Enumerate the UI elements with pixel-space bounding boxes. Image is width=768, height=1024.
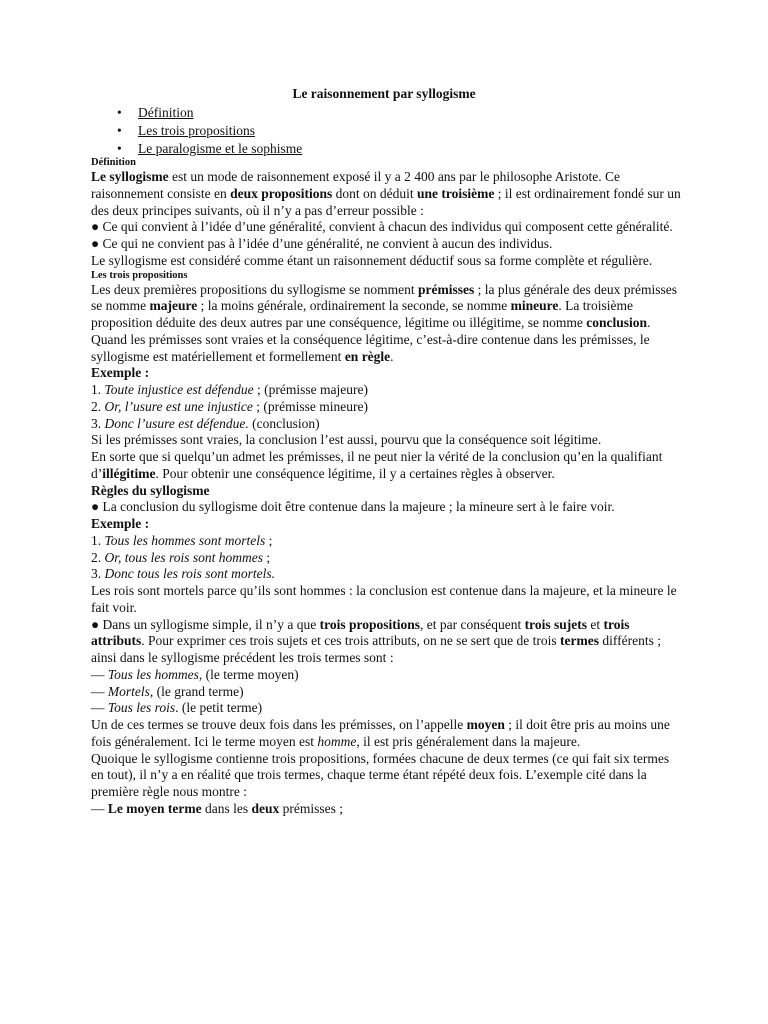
text: ; il est ordinairement fondé sur un des deux principes suivants, où il n’y a pas d’erreur possible :	[91, 185, 681, 218]
section-heading-regles: Règles du syllogisme	[91, 482, 210, 498]
italic-text: Or, tous les rois sont hommes	[104, 549, 264, 565]
bold-term: deux	[251, 800, 280, 816]
paragraph-regle-1: ● La conclusion du syllogisme doit être contenue dans la majeure ; la mineure sert à le faire voir.	[91, 499, 615, 515]
example-heading-2: Exemple :	[91, 516, 150, 531]
text: ● Dans un syllogisme simple, il n’y a que	[91, 616, 320, 632]
paragraph-premisses	[91, 282, 683, 332]
section-heading-definition: Définition	[91, 157, 136, 168]
bold-term: moyen	[466, 717, 505, 732]
bold-term: majeure	[149, 298, 198, 314]
text: ; la moins générale, ordinairement la seconde, se nomme	[197, 298, 511, 314]
bold-term: trois propositions	[319, 616, 421, 632]
paragraph-illegitime	[91, 449, 683, 483]
paragraph-terme-moyen	[91, 717, 683, 751]
toc-link-propositions[interactable]: Les trois propositions	[138, 123, 255, 138]
example-2-line-2	[91, 550, 683, 567]
bold-term: une troisième	[417, 185, 495, 201]
text: 2.	[91, 549, 105, 565]
example-1-line-3	[91, 416, 683, 433]
document-body	[91, 157, 683, 818]
italic-text: Or, l’usure est une injustice	[104, 398, 253, 414]
text: En sorte que si quelqu’un admet les prémisses, il ne peut nier la vérité de la conclusion qu’en la qualifiant d’	[91, 449, 663, 481]
text: , et par conséquent	[420, 616, 525, 632]
example-2-line-1	[91, 533, 683, 550]
text: . Pour exprimer ces trois sujets et ces trois attributs, on ne se sert que de trois	[141, 633, 561, 649]
bullet-icon: •	[117, 105, 122, 120]
text: .	[390, 348, 394, 364]
bold-term: Le moyen terme	[107, 800, 202, 816]
text: dans les	[201, 800, 252, 816]
paragraph-premisses-vraies: Si les prémisses sont vraies, la conclusion l’est aussi, pourvu que la conséquence soit légitime.	[91, 432, 602, 448]
text: 3.	[91, 566, 105, 582]
text: Les deux premières propositions du syllogisme se nomment	[91, 281, 418, 297]
italic-text: Mortels	[107, 683, 150, 699]
bold-term: trois attributs	[91, 616, 630, 649]
example-2-line-3	[91, 566, 683, 583]
text: —	[91, 800, 108, 816]
example-heading-1: Exemple :	[91, 365, 150, 381]
text: ;	[265, 532, 273, 548]
text: ; il doit être pris au moins une fois généralement. Ici le terme moyen est	[91, 717, 670, 749]
text: , il est pris généralement dans la majeure.	[356, 733, 581, 749]
italic-text: Tous les rois	[107, 700, 176, 716]
text: —	[91, 666, 108, 682]
text: 3.	[91, 415, 105, 431]
text: ; (prémisse mineure)	[252, 398, 368, 414]
text: Un de ces termes se trouve deux fois dans les prémisses, on l’appelle	[91, 717, 467, 732]
bold-term: prémisses	[417, 281, 475, 297]
paragraph-en-regle	[91, 332, 683, 366]
toc-link-paralogisme[interactable]: Le paralogisme et le sophisme	[138, 141, 303, 156]
text: 2.	[91, 398, 105, 414]
term-line-grand	[91, 684, 683, 701]
text: prémisses ;	[279, 800, 343, 816]
paragraph-principle-1: ● Ce qui convient à l’idée d’une généralité, convient à chacun des individus qui composent cette généralité.	[91, 219, 673, 235]
example-1-line-2	[91, 399, 683, 416]
text: . (le petit terme)	[175, 700, 263, 716]
page-title: Le raisonnement par syllogisme	[292, 86, 476, 101]
text: ; la plus générale des deux prémisses se nomme	[91, 281, 678, 314]
paragraph-moyen-terme	[91, 801, 683, 818]
italic-text: Toute injustice est défendue	[104, 382, 254, 397]
bullet-icon: •	[117, 123, 122, 138]
term-line-petit	[91, 700, 683, 717]
text: différents ; ainsi dans le syllogisme précédent les trois termes sont :	[91, 633, 662, 665]
paragraph-trois-termes	[91, 617, 683, 667]
italic-text: Donc tous les rois sont mortels.	[104, 566, 276, 582]
bold-term: deux propositions	[230, 185, 333, 201]
section-heading-propositions: Les trois propositions	[91, 269, 188, 281]
text: Quand les prémisses sont vraies et la conséquence légitime, c’est-à-dire contenue dans les prémisses, le syllogisme est matériellement et formellement	[91, 331, 650, 364]
bold-term: conclusion	[586, 315, 648, 330]
italic-text: Donc l’usure est défendue.	[104, 415, 249, 431]
bold-term: mineure	[510, 298, 559, 314]
text: 1.	[91, 382, 105, 397]
text: , (le terme moyen)	[198, 666, 299, 682]
paragraph-syllogisme-intro	[91, 169, 683, 219]
text: .	[647, 315, 651, 330]
paragraph-six-termes: Quoique le syllogisme contienne trois propositions, formées chacune de deux termes (ce qui fait six termes en tout), il n’y a en réalité que trois termes, chaque terme étant répété deux fois. L’exemple cité dans la première règle nous montre :	[91, 750, 670, 799]
term-line-moyen	[91, 667, 683, 684]
bold-term: trois sujets	[524, 616, 588, 632]
text: —	[91, 683, 108, 699]
paragraph-rois-mortels: Les rois sont mortels parce qu’ils sont hommes : la conclusion est contenue dans la majeure, et la mineure le fait voir.	[91, 583, 677, 615]
toc-link-definition[interactable]: Définition	[138, 105, 194, 120]
text: , (le grand terme)	[149, 683, 244, 699]
paragraph-deductive: Le syllogisme est considéré comme étant un raisonnement déductif sous sa forme complète et régulière.	[91, 252, 653, 268]
text: . La troisième proposition déduite des deux autres par une conséquence, légitime ou illégitime, se nomme	[91, 298, 633, 330]
bullet-icon: •	[117, 141, 122, 156]
text: et	[587, 616, 604, 632]
text: 1.	[91, 532, 105, 548]
paragraph-principle-2: ● Ce qui ne convient pas à l’idée d’une généralité, ne convient à aucun des individus.	[91, 236, 553, 251]
text: —	[91, 700, 108, 716]
example-1-line-1	[91, 382, 683, 399]
text: dont on déduit	[332, 185, 418, 201]
text: ;	[263, 549, 271, 565]
italic-text: Tous les hommes	[107, 666, 199, 682]
bold-term: en règle	[344, 348, 391, 364]
bold-term: illégitime	[102, 465, 156, 481]
text: (conclusion)	[248, 415, 320, 431]
text: est un mode de raisonnement exposé il y a 2 400 ans par le philosophe Aristote. Ce raisonnement consiste en	[91, 169, 621, 201]
bold-term: termes	[560, 633, 600, 649]
text: . Pour obtenir une conséquence légitime, il y a certaines règles à observer.	[155, 465, 555, 481]
italic-text: Tous les hommes sont mortels	[104, 532, 266, 548]
bold-term: Le syllogisme	[91, 169, 169, 184]
text: ; (prémisse majeure)	[253, 382, 368, 397]
italic-text: homme	[317, 733, 357, 749]
